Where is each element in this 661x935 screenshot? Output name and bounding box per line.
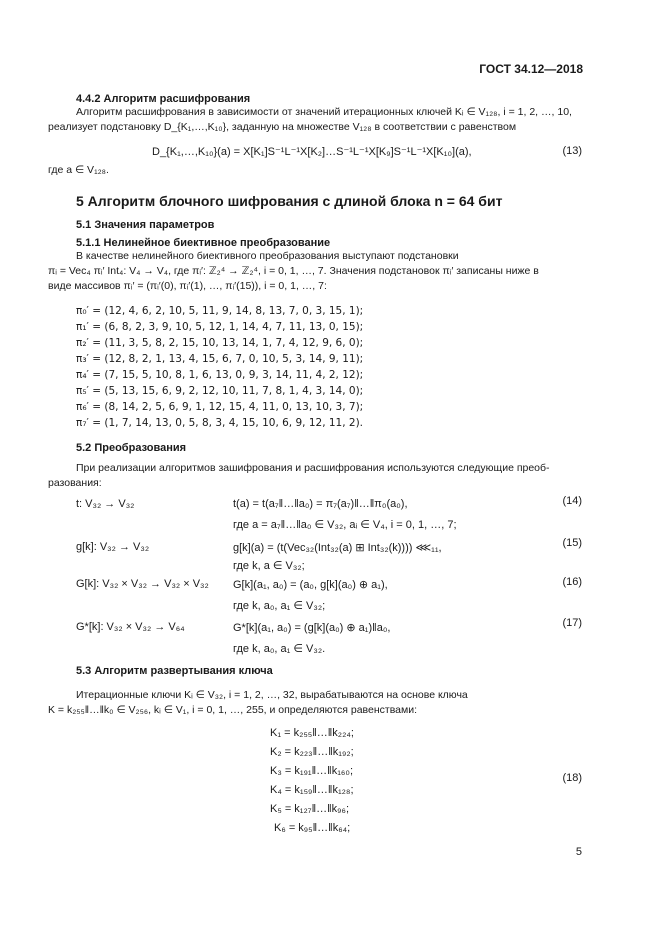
s511-line3: виде массивов πᵢ′ = (πᵢ′(0), πᵢ′(1), …, πᵢ′(15)), i = 0, 1, …, 7: <box>48 280 327 292</box>
formula-13-where: где a ∈ V₁₂₈. <box>48 164 109 176</box>
page-number: 5 <box>575 846 582 858</box>
eq15-number: (15) <box>562 537 582 549</box>
s53-line2: K = k₂₅₅‖…‖k₀ ∈ V₂₅₆, kᵢ ∈ V₁, i = 0, 1, …, 255, и определяются равенствами: <box>48 704 418 716</box>
section-5-1-title: 5.1 Значения параметров <box>76 219 215 231</box>
pi-1-array: π₁′ = (6, 8, 2, 3, 9, 10, 5, 12, 1, 14, 4, 7, 11, 13, 0, 15); <box>76 321 364 333</box>
s52-intro-line2: разования: <box>48 477 102 489</box>
pi-0-array: π₀′ = (12, 4, 6, 2, 10, 5, 11, 9, 14, 8, 13, 7, 0, 3, 15, 1); <box>76 305 364 317</box>
eq14-number: (14) <box>562 495 582 507</box>
eq17-number: (17) <box>562 617 582 629</box>
eq17-where: где k, a₀, a₁ ∈ V₃₂. <box>233 643 326 655</box>
s511-line1: В качестве нелинейного биективного преобразования выступают подстановки <box>76 250 459 262</box>
s442-line2: реализует подстановку D_{K₁,…,K₁₀}, заданную на множестве V₁₂₈ в соответствии с равенством <box>48 121 517 133</box>
section-5-3-title: 5.3 Алгоритм развертывания ключа <box>76 665 273 677</box>
key-K3: K₃ = k₁₉₁‖…‖k₁₆₀; <box>270 765 353 777</box>
key-K1: K₁ = k₂₅₅‖…‖k₂₂₄; <box>270 727 354 739</box>
eq14-lhs: t: V₃₂ → V₃₂ <box>76 498 135 510</box>
key-K5: K₅ = k₁₂₇‖…‖k₉₆; <box>270 803 350 815</box>
formula-13-number: (13) <box>562 145 582 157</box>
section-5-2-title: 5.2 Преобразования <box>76 442 187 454</box>
pi-4-array: π₄′ = (7, 15, 5, 10, 8, 1, 6, 13, 0, 9, 3, 14, 11, 4, 2, 12); <box>76 369 364 381</box>
pi-7-array: π₇′ = (1, 7, 14, 13, 0, 5, 8, 3, 4, 15, 10, 6, 9, 12, 11, 2). <box>76 417 364 429</box>
eq14-rhs: t(a) = t(a₇‖…‖a₀) = π₇(a₇)‖…‖π₀(a₀), <box>233 498 408 510</box>
s53-line1: Итерационные ключи Kᵢ ∈ V₃₂, i = 1, 2, …, 32, вырабатываются на основе ключа <box>76 689 468 701</box>
section-5-1-1-title: 5.1.1 Нелинейное биективное преобразование <box>76 237 331 249</box>
key-K2: K₂ = k₂₂₃‖…‖k₁₉₂; <box>270 746 354 758</box>
section-5-title: 5 Алгоритм блочного шифрования с длиной блока n = 64 бит <box>76 193 503 209</box>
eq15-where: где k, a ∈ V₃₂; <box>233 560 305 572</box>
pi-6-array: π₆′ = (8, 14, 2, 5, 6, 9, 1, 12, 15, 4, 11, 0, 13, 10, 3, 7); <box>76 401 364 413</box>
eq15-lhs: g[k]: V₃₂ → V₃₂ <box>76 541 150 553</box>
s442-line1: Алгоритм расшифрования в зависимости от значений итерационных ключей Kᵢ ∈ V₁₂₈, i = 1, 2, …, 10, <box>76 106 572 118</box>
pi-2-array: π₂′ = (11, 3, 5, 8, 2, 15, 10, 13, 14, 1, 7, 4, 12, 9, 6, 0); <box>76 337 364 349</box>
eq16-where: где k, a₀, a₁ ∈ V₃₂; <box>233 600 326 612</box>
key-K6: K₆ = k₉₅‖…‖k₆₄; <box>274 822 351 834</box>
pi-5-array: π₅′ = (5, 13, 15, 6, 9, 2, 12, 10, 11, 7, 8, 1, 4, 3, 14, 0); <box>76 385 364 397</box>
section-4-4-2-title: 4.4.2 Алгоритм расшифрования <box>76 93 251 105</box>
pi-3-array: π₃′ = (12, 8, 2, 1, 13, 4, 15, 6, 7, 0, 10, 5, 3, 14, 9, 11); <box>76 353 364 365</box>
eq15-rhs: g[k](a) = (t(Vec₃₂(Int₃₂(a) ⊞ Int₃₂(k)))) ⋘₁₁, <box>233 542 442 554</box>
s511-line2: πᵢ = Vec₄ πᵢ′ Int₄: V₄ → V₄, где πᵢ′: ℤ₂⁴ → ℤ₂⁴, i = 0, 1, …, 7. Значения подстановок πᵢ′ записаны ниже в <box>48 265 539 277</box>
eq17-rhs: G*[k](a₁, a₀) = (g[k](a₀) ⊕ a₁)‖a₀, <box>233 622 391 634</box>
eq16-number: (16) <box>562 576 582 588</box>
eq16-lhs: G[k]: V₃₂ × V₃₂ → V₃₂ × V₃₂ <box>76 578 209 590</box>
s52-intro-line1: При реализации алгоритмов зашифрования и расшифрования используются следующие преоб- <box>76 462 550 474</box>
standard-header: ГОСТ 34.12—2018 <box>479 62 583 76</box>
formula-13: D_{K₁,…,K₁₀}(a) = X[K₁]S⁻¹L⁻¹X[K₂]…S⁻¹L⁻¹X[K₉]S⁻¹L⁻¹X[K₁₀](a), <box>152 146 472 158</box>
eq16-rhs: G[k](a₁, a₀) = (a₀, g[k](a₀) ⊕ a₁), <box>233 579 388 591</box>
eq14-where: где a = a₇‖…‖a₀ ∈ V₃₂, aᵢ ∈ V₄, i = 0, 1, …, 7; <box>233 519 457 531</box>
eq18-number: (18) <box>562 772 582 784</box>
eq17-lhs: G*[k]: V₃₂ × V₃₂ → V₆₄ <box>76 621 185 633</box>
key-K4: K₄ = k₁₅₉‖…‖k₁₂₈; <box>270 784 354 796</box>
